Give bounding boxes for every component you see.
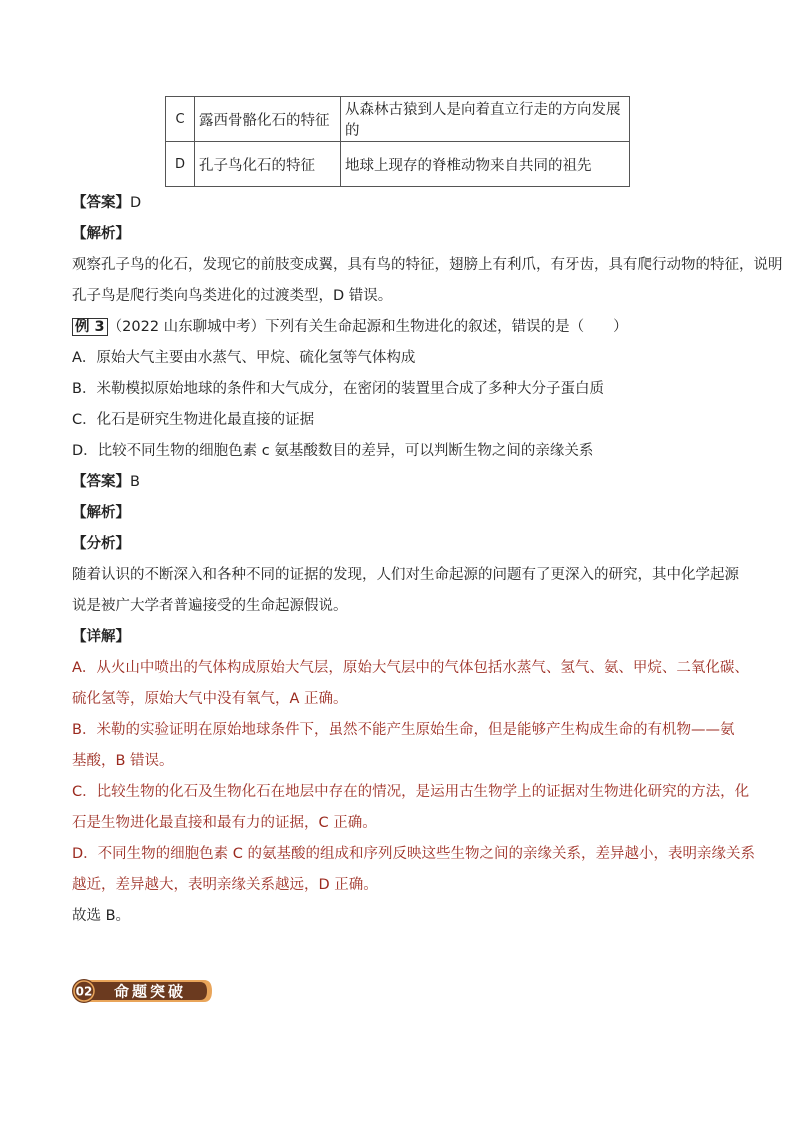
xiangjie-line: 硫化氢等，原始大气中没有氧气，A 正确。 — [72, 691, 348, 707]
ex3-analysis-label: 【解析】 — [72, 505, 130, 521]
option-a: A．原始大气主要由水蒸气、甲烷、硫化氢等气体构成 — [72, 350, 416, 366]
answer-value: D — [130, 195, 142, 211]
table-row — [166, 97, 630, 142]
xiangjie-line: D．不同生物的细胞色素 C 的氨基酸的组成和序列反映这些生物之间的亲缘关系，差异越小，表明亲缘关系 — [72, 846, 756, 862]
answer-label: 【答案】 — [72, 474, 130, 490]
fenxi-line: 说是被广大学者普遍接受的生命起源假说。 — [72, 598, 348, 614]
row-conclusion: 从森林古猿到人是向着直立行走的方向发展的 — [341, 97, 630, 142]
section-banner — [72, 978, 214, 1004]
xiangjie-line: 基酸，B 错误。 — [72, 753, 174, 769]
row-letter: C — [166, 97, 195, 142]
xiangjie-line: C．比较生物的化石及生物化石在地层中存在的情况，是运用古生物学上的证据对生物进化研究的方法，化 — [72, 784, 750, 800]
banner-number: 02 — [75, 984, 93, 999]
q2-answer — [72, 193, 141, 213]
row-conclusion: 地球上现存的脊椎动物来自共同的祖先 — [341, 142, 630, 187]
xiangjie-line: 石是生物进化最直接和最有力的证据，C 正确。 — [72, 815, 377, 831]
example-stem: 下列有关生命起源和生物进化的叙述，错误的是（ ） — [265, 319, 628, 335]
xiangjie-line: B．米勒的实验证明在原始地球条件下，虽然不能产生原始生命，但是能够产生构成生命的有机物——氨 — [72, 722, 735, 738]
option-c: C．化石是研究生物进化最直接的证据 — [72, 412, 315, 428]
fenxi-line: 随着认识的不断深入和各种不同的证据的发现，人们对生命起源的问题有了更深入的研究，其中化学起源 — [72, 567, 739, 583]
example-source: （2022 山东聊城中考） — [107, 319, 266, 335]
banner-title: 命题突破 — [113, 982, 187, 1001]
table-row — [166, 142, 630, 187]
example-tag: 例 3 — [72, 318, 108, 336]
row-item: 孔子鸟化石的特征 — [195, 142, 341, 187]
ex3-xiangjie-label: 【详解】 — [72, 629, 130, 645]
ex3-stem-line — [72, 317, 628, 337]
q2-analysis-line: 孔子鸟是爬行类向鸟类进化的过渡类型，D 错误。 — [72, 288, 393, 304]
q2-analysis-line: 观察孔子鸟的化石，发现它的前肢变成翼，具有鸟的特征，翅膀上有利爪，有牙齿，具有爬行动物的特征，说明 — [72, 257, 783, 273]
row-item: 露西骨骼化石的特征 — [195, 97, 341, 142]
answer-label: 【答案】 — [72, 195, 130, 211]
xiangjie-line: A．从火山中喷出的气体构成原始大气层，原始大气层中的气体包括水蒸气、氢气、氨、甲烷、二氧化碳、 — [72, 660, 749, 676]
conclusion-line: 故选 B。 — [72, 908, 131, 924]
q2-analysis-label: 【解析】 — [72, 226, 130, 242]
options-table — [165, 96, 630, 187]
answer-value: B — [130, 474, 140, 490]
row-letter: D — [166, 142, 195, 187]
option-d: D．比较不同生物的细胞色素 c 氨基酸数目的差异，可以判断生物之间的亲缘关系 — [72, 443, 594, 459]
ex3-answer — [72, 472, 140, 492]
ex3-fenxi-label: 【分析】 — [72, 536, 130, 552]
option-b: B．米勒模拟原始地球的条件和大气成分，在密闭的装置里合成了多种大分子蛋白质 — [72, 381, 604, 397]
xiangjie-line: 越近，差异越大，表明亲缘关系越远，D 正确。 — [72, 877, 378, 893]
